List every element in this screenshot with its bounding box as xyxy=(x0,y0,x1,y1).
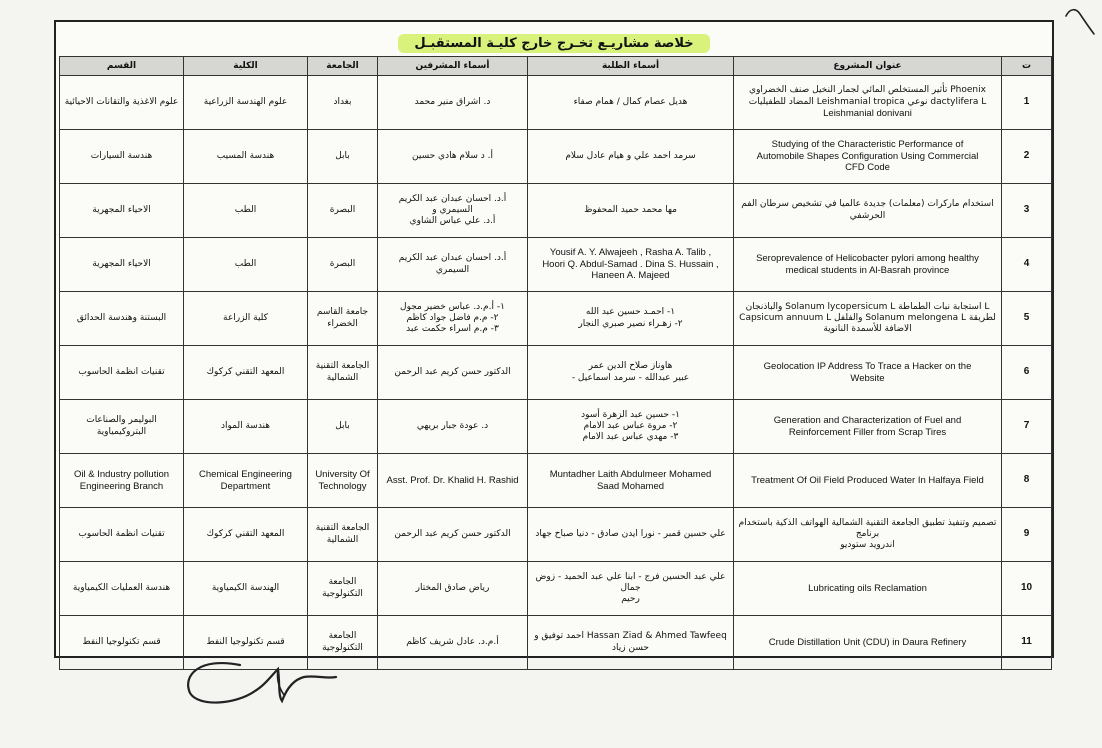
cell-university-line: الجامعة التقنية الشمالية xyxy=(315,361,370,383)
cell-department xyxy=(60,508,184,562)
cell-students xyxy=(528,76,734,130)
cell-supervisors xyxy=(378,292,528,346)
cell-students-line: Saad Mohamed xyxy=(596,480,665,492)
cell-project-title-line: CFD Code xyxy=(845,162,890,174)
cell-university xyxy=(308,76,378,130)
cell-number: 3 xyxy=(1002,184,1052,238)
table-row xyxy=(60,292,1052,346)
cell-project-title-line: Website xyxy=(850,372,885,384)
cell-university-line: الجامعة التكنولوجية xyxy=(322,631,363,653)
cell-department xyxy=(60,292,184,346)
cell-department xyxy=(60,238,184,292)
cell-project-title-line: medical students in Al-Basrah province xyxy=(785,264,950,276)
cell-department-line: Engineering Branch xyxy=(79,480,164,492)
cell-students-line: ١- احمـد حسين عبد الله xyxy=(585,307,676,318)
cell-college-line: Chemical Engineering xyxy=(199,468,292,480)
cell-department-line: قسم تكنولوجيا النفط xyxy=(82,636,161,647)
cell-number: 5 xyxy=(1002,292,1052,346)
table-row xyxy=(60,238,1052,292)
cell-number: 6 xyxy=(1002,346,1052,400)
cell-department-line: Oil & Industry pollution xyxy=(73,468,170,480)
table-row xyxy=(60,76,1052,130)
cell-number: 1 xyxy=(1002,76,1052,130)
title-area xyxy=(56,30,1052,56)
cell-students-line: Hassan Ziad & Ahmed Tawfeeq احمد توفيق و xyxy=(534,631,727,642)
cell-college-line: المعهد التقني كركوك xyxy=(206,366,285,377)
table-row xyxy=(60,562,1052,616)
table-body xyxy=(60,76,1052,670)
cell-supervisors xyxy=(378,508,528,562)
cell-college xyxy=(184,292,308,346)
cell-university-line: Technology xyxy=(318,480,367,492)
cell-university-line: بابل xyxy=(335,150,350,161)
cell-department-line: علوم الاغذية والتقانات الاحيائية xyxy=(64,96,179,107)
cell-number: 8 xyxy=(1002,454,1052,508)
cell-project-title xyxy=(734,184,1002,238)
cell-department xyxy=(60,184,184,238)
cell-university xyxy=(308,562,378,616)
cell-project-title-line: Treatment Of Oil Field Produced Water In Halfaya Field xyxy=(751,474,984,486)
cell-project-title xyxy=(734,454,1002,508)
cell-project-title-line: Leishmanial donivani xyxy=(823,107,912,119)
cell-students xyxy=(528,184,734,238)
cell-students xyxy=(528,346,734,400)
cell-project-title xyxy=(734,130,1002,184)
cell-university-line: University Of xyxy=(315,468,370,480)
cell-students xyxy=(528,238,734,292)
cell-students-line: علي حسين قمبر - نورا ايدن صادق - دنيا صباح جهاد xyxy=(535,528,726,539)
cell-university-line: البصرة xyxy=(329,258,356,269)
cell-supervisors-line: د. عودة جبار بريهي xyxy=(416,420,489,431)
cell-supervisors-line: أ.م.د. عادل شريف كاظم xyxy=(406,636,499,647)
cell-department xyxy=(60,616,184,670)
cell-students xyxy=(528,454,734,508)
cell-college-line: علوم الهندسة الزراعية xyxy=(203,96,288,107)
document-title: خلاصة مشاريـع تخـرج خارج كليـة المستقبـل xyxy=(398,34,709,53)
cell-college xyxy=(184,238,308,292)
cell-supervisors-line: الدكتور حسن كريم عبد الرحمن xyxy=(394,366,511,377)
table-row xyxy=(60,454,1052,508)
table-header-row xyxy=(60,57,1052,76)
cell-project-title-line: استخدام ماركرات (معلمات) جديدة عالميا في تشخيص سرطان الفم الحرشفي xyxy=(741,199,994,221)
cell-college xyxy=(184,184,308,238)
cell-number: 2 xyxy=(1002,130,1052,184)
cell-students-line: Muntadher Laith Abdulmeer Mohamed xyxy=(549,468,712,480)
cell-college xyxy=(184,346,308,400)
cell-college-line: الطب xyxy=(234,258,257,269)
pen-mark-icon xyxy=(1062,4,1098,38)
cell-university xyxy=(308,508,378,562)
cell-students-line: مها محمد حميد المحفوظ xyxy=(584,204,677,215)
table-row xyxy=(60,346,1052,400)
cell-supervisors xyxy=(378,346,528,400)
cell-department-line: هندسة العمليات الكيمياوية xyxy=(72,582,171,593)
cell-college xyxy=(184,562,308,616)
cell-supervisors-line: الدكتور حسن كريم عبد الرحمن xyxy=(394,528,511,539)
cell-supervisors xyxy=(378,400,528,454)
cell-students-line: رحيم xyxy=(621,594,640,605)
header-project-title: عنوان المشروع xyxy=(734,57,1002,76)
cell-department xyxy=(60,454,184,508)
cell-project-title-line: Lubricating oils Reclamation xyxy=(808,582,927,594)
cell-project-title xyxy=(734,76,1002,130)
cell-university-line: بابل xyxy=(335,420,350,431)
cell-supervisors-line: أ.د. احسان عبدان عبد الكريم السيمري xyxy=(398,253,507,275)
cell-college xyxy=(184,454,308,508)
table-row xyxy=(60,400,1052,454)
cell-department-line: البوليمر والصناعات البتروكيمياوية xyxy=(86,415,157,437)
cell-project-title-line: Generation and Characterization of Fuel and xyxy=(773,414,962,426)
cell-project-title xyxy=(734,346,1002,400)
cell-supervisors-line: ٢- م.م فاضل جواد كاظم xyxy=(406,312,499,323)
cell-students-line: هاوناز صلاح الدين عمر xyxy=(588,361,673,372)
cell-supervisors-line: أ.د. احسان عبدان عبد الكريم السيمري و xyxy=(398,193,507,215)
cell-university-line: الجامعة التقنية الشمالية xyxy=(315,523,370,545)
cell-project-title-line: Studying of the Characteristic Performance of xyxy=(771,138,964,150)
cell-department xyxy=(60,562,184,616)
cell-university-line: الجامعة التكنولوجية xyxy=(322,577,363,599)
cell-supervisors-line: أ. د سلام هادي حسين xyxy=(412,150,493,161)
cell-project-title-line: لطريقة Solanum melongena L والفلفل Capsicum annuum L xyxy=(739,312,996,323)
cell-college xyxy=(184,76,308,130)
cell-students xyxy=(528,400,734,454)
table-row xyxy=(60,184,1052,238)
signature-icon xyxy=(180,655,340,715)
cell-supervisors xyxy=(378,238,528,292)
cell-university xyxy=(308,400,378,454)
cell-students xyxy=(528,562,734,616)
header-students: أسماء الطلبة xyxy=(528,57,734,76)
cell-students-line: هديل عصام كمال / همام صفاء xyxy=(573,96,688,107)
cell-project-title xyxy=(734,508,1002,562)
cell-college-line: كلية الزراعة xyxy=(223,312,268,323)
cell-college xyxy=(184,400,308,454)
cell-number: 4 xyxy=(1002,238,1052,292)
cell-department-line: البستنة وهندسة الحدائق xyxy=(76,312,167,323)
cell-number: 7 xyxy=(1002,400,1052,454)
document-sheet xyxy=(54,20,1054,658)
cell-students xyxy=(528,130,734,184)
cell-university xyxy=(308,454,378,508)
header-university: الجامعة xyxy=(308,57,378,76)
cell-university xyxy=(308,292,378,346)
cell-college-line: المعهد التقني كركوك xyxy=(206,528,285,539)
cell-university xyxy=(308,238,378,292)
cell-project-title xyxy=(734,562,1002,616)
cell-supervisors-line: أ.د. علي عباس الشاوي xyxy=(409,216,496,227)
cell-project-title-line: اندرويد ستوديو xyxy=(840,540,895,551)
cell-project-title-line: Seroprevalence of Helicobacter pylori among healthy xyxy=(756,252,979,264)
cell-supervisors-line: ١- أ.م.د. عباس خضير مجول xyxy=(400,301,505,312)
table-row xyxy=(60,130,1052,184)
cell-project-title-line: Reinforcement Filler from Scrap Tires xyxy=(788,426,947,438)
cell-college-line: هندسة المسيب xyxy=(216,150,275,161)
cell-university xyxy=(308,346,378,400)
cell-supervisors xyxy=(378,184,528,238)
cell-students-line: Haneen A. Majeed xyxy=(591,270,670,282)
cell-department-line: الاحياء المجهرية xyxy=(92,204,151,215)
cell-project-title-line: L استجابة نبات الطماطة Solanum lycopersicum L والباذنجان xyxy=(745,301,990,312)
cell-department xyxy=(60,400,184,454)
cell-project-title-line: تصميم وتنفيذ تطبيق الجامعة التقنية الشمالية الهواتف الذكية باستخدام برنامج xyxy=(738,517,997,539)
cell-college-line: الهندسة الكيمياوية xyxy=(211,582,280,593)
cell-college-line: Department xyxy=(220,480,271,492)
header-number: ت xyxy=(1002,57,1052,76)
cell-college xyxy=(184,130,308,184)
cell-number: 11 xyxy=(1002,616,1052,670)
cell-project-title-line: الاضافة للأسمدة النانوية xyxy=(823,324,912,335)
cell-project-title xyxy=(734,400,1002,454)
cell-college-line: هندسة المواد xyxy=(220,420,271,431)
cell-university xyxy=(308,184,378,238)
cell-university-line: البصرة xyxy=(329,204,356,215)
cell-project-title-line: Crude Distillation Unit (CDU) in Daura Refinery xyxy=(768,636,967,648)
cell-project-title-line: Phoenix تأثير المستخلص المائي لجمار النخيل صنف الخضراوي xyxy=(749,85,986,96)
cell-project-title xyxy=(734,292,1002,346)
cell-students-line: Hoori Q. Abdul-Samad . Dina S. Hussain , xyxy=(542,258,719,270)
cell-number: 9 xyxy=(1002,508,1052,562)
cell-students-line: علي عبد الحسين فرج - ابنا علي عبد الحميد - زوض جمال xyxy=(535,571,726,593)
cell-department-line: هندسة السيارات xyxy=(90,150,153,161)
cell-project-title-line: dactylifera L نوعي Leishmanial tropica المضاد للطفيليات xyxy=(748,96,987,107)
header-supervisors: أسماء المشرفين xyxy=(378,57,528,76)
cell-university-line: جامعة القاسم الخضراء xyxy=(316,307,369,329)
cell-college xyxy=(184,508,308,562)
cell-project-title-line: Geolocation IP Address To Trace a Hacker on the xyxy=(763,360,972,372)
cell-supervisors xyxy=(378,454,528,508)
cell-university xyxy=(308,130,378,184)
cell-department xyxy=(60,130,184,184)
cell-college-line: الطب xyxy=(234,204,257,215)
cell-department-line: تقنيات انظمة الحاسوب xyxy=(78,366,165,377)
cell-supervisors xyxy=(378,616,528,670)
cell-project-title xyxy=(734,616,1002,670)
projects-table xyxy=(59,56,1052,670)
cell-department xyxy=(60,346,184,400)
cell-students xyxy=(528,508,734,562)
header-college: الكلية xyxy=(184,57,308,76)
cell-college-line: قسم تكنولوجيا النفط xyxy=(206,636,285,647)
cell-project-title-line: Automobile Shapes Configuration Using Commercial xyxy=(756,150,979,162)
cell-students-line: حسن زياد xyxy=(612,642,649,653)
cell-supervisors-line: Asst. Prof. Dr. Khalid H. Rashid xyxy=(386,474,519,486)
cell-department xyxy=(60,76,184,130)
cell-students-line: عبير عبدالله - سرمد اسماعيل - xyxy=(571,372,690,383)
cell-supervisors-line: د. اشراق منير محمد xyxy=(414,96,491,107)
cell-students-line: ١- حسين عبد الزهرة أسود xyxy=(581,409,680,420)
cell-students-line: سرمد احمد علي و هيام عادل سلام xyxy=(565,150,696,161)
cell-supervisors xyxy=(378,562,528,616)
cell-students-line: Yousif A. Y. Alwajeeh , Rasha A. Talib , xyxy=(549,246,712,258)
cell-department-line: الاحياء المجهرية xyxy=(92,258,151,269)
cell-students-line: ٢- زهـراء نصير صبري النجار xyxy=(578,318,683,329)
cell-students-line: ٢- مروة عباس عبد الامام xyxy=(583,420,678,431)
table-row xyxy=(60,508,1052,562)
cell-number: 10 xyxy=(1002,562,1052,616)
cell-students-line: ٣- مهدي عباس عبد الامام xyxy=(582,432,679,443)
cell-department-line: تقنيات انظمة الحاسوب xyxy=(78,528,165,539)
cell-university-line: بغداد xyxy=(333,96,352,107)
header-department: القسم xyxy=(60,57,184,76)
cell-supervisors xyxy=(378,76,528,130)
cell-supervisors xyxy=(378,130,528,184)
cell-project-title xyxy=(734,238,1002,292)
cell-students xyxy=(528,292,734,346)
cell-supervisors-line: ٣- م.م اسراء حكمت عبد xyxy=(406,324,499,335)
cell-supervisors-line: رياض صادق المختار xyxy=(415,582,490,593)
cell-students xyxy=(528,616,734,670)
